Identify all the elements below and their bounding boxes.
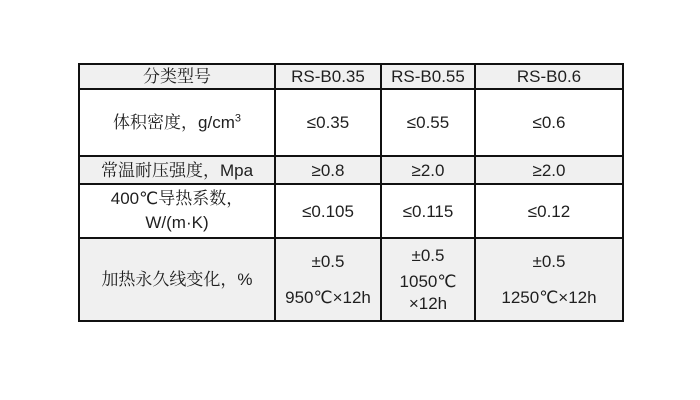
label-compressive-strength: 常温耐压强度，Mpa: [79, 156, 275, 184]
value-thermal-conductivity-rs-b035: ≤0.105: [275, 184, 381, 238]
heating-condition-rs-b035: 950℃×12h: [285, 287, 371, 307]
header-cell-model-rs-b035: RS-B0.35: [275, 64, 381, 89]
heating-tolerance-rs-b06: ±0.5: [532, 251, 566, 271]
heating-tolerance-rs-b055: ±0.5: [411, 245, 445, 265]
header-row: [79, 64, 623, 89]
header-cell-category: 分类型号: [79, 64, 275, 89]
row-heating-linear-change: [79, 238, 623, 321]
header-cell-model-rs-b055: RS-B0.55: [381, 64, 475, 89]
value-bulk-density-rs-b055: ≤0.55: [381, 89, 475, 156]
bulk-density-superscript: 3: [234, 112, 241, 125]
value-thermal-conductivity-rs-b06: ≤0.12: [475, 184, 623, 238]
value-compressive-strength-rs-b06: ≥2.0: [475, 156, 623, 184]
header-cell-model-rs-b06: RS-B0.6: [475, 64, 623, 89]
value-bulk-density-rs-b035: ≤0.35: [275, 89, 381, 156]
value-heating-change-rs-b055: [381, 238, 475, 321]
label-thermal-conductivity: [79, 184, 275, 238]
row-thermal-conductivity: [79, 184, 623, 238]
material-spec-table: [78, 63, 624, 322]
heating-condition-rs-b06: 1250℃×12h: [501, 287, 597, 307]
value-bulk-density-rs-b06: ≤0.6: [475, 89, 623, 156]
label-bulk-density: [79, 89, 275, 156]
bulk-density-label-text: 体积密度，g/cm: [113, 113, 235, 133]
value-compressive-strength-rs-b055: ≥2.0: [381, 156, 475, 184]
value-heating-change-rs-b035: [275, 238, 381, 321]
label-heating-linear-change: 加热永久线变化，%: [79, 238, 275, 321]
row-bulk-density: [79, 89, 623, 156]
thermal-conductivity-label-line1: 400℃导热系数，: [110, 189, 244, 209]
heating-condition-rs-b055: [386, 271, 470, 315]
thermal-conductivity-label-line2: W/(m·K): [145, 213, 209, 233]
value-thermal-conductivity-rs-b055: ≤0.115: [381, 184, 475, 238]
value-compressive-strength-rs-b035: ≥0.8: [275, 156, 381, 184]
heating-condition-rs-b055-line1: 1050℃: [399, 271, 457, 291]
heating-tolerance-rs-b035: ±0.5: [311, 251, 345, 271]
heating-condition-rs-b055-line2: ×12h: [408, 293, 448, 313]
value-heating-change-rs-b06: [475, 238, 623, 321]
row-compressive-strength: [79, 156, 623, 184]
